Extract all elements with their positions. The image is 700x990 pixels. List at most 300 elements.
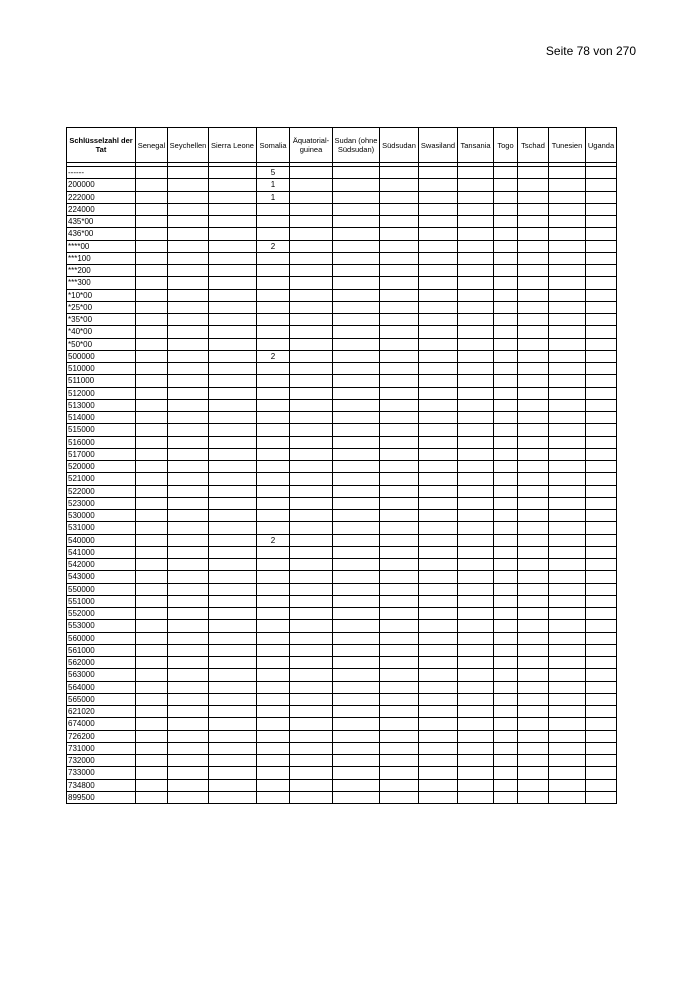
table-cell xyxy=(380,375,419,387)
table-cell xyxy=(494,718,518,730)
table-cell xyxy=(290,338,333,350)
table-cell xyxy=(290,216,333,228)
page-number: Seite 78 von 270 xyxy=(545,44,636,58)
table-cell xyxy=(168,608,209,620)
table-cell xyxy=(257,387,290,399)
table-cell xyxy=(419,730,458,742)
table-row xyxy=(67,693,617,705)
table-cell xyxy=(586,252,617,264)
table-cell xyxy=(458,706,494,718)
row-key-cell: 512000 xyxy=(67,387,136,399)
table-cell xyxy=(290,632,333,644)
table-cell xyxy=(209,289,257,301)
table-cell xyxy=(518,693,549,705)
table-cell xyxy=(419,620,458,632)
table-cell xyxy=(458,669,494,681)
table-cell xyxy=(380,620,419,632)
table-cell xyxy=(290,301,333,313)
table-cell xyxy=(419,644,458,656)
table-cell xyxy=(549,240,586,252)
table-cell xyxy=(518,681,549,693)
table-row xyxy=(67,791,617,803)
table-cell xyxy=(549,718,586,730)
table-cell xyxy=(458,571,494,583)
table-cell xyxy=(419,289,458,301)
table-cell xyxy=(549,203,586,215)
table-cell xyxy=(549,559,586,571)
table-cell xyxy=(290,203,333,215)
table-cell xyxy=(458,522,494,534)
table-cell xyxy=(209,240,257,252)
table-cell xyxy=(518,779,549,791)
table-cell xyxy=(518,546,549,558)
table-cell xyxy=(380,571,419,583)
table-cell xyxy=(333,289,380,301)
table-cell xyxy=(209,693,257,705)
table-cell xyxy=(333,412,380,424)
table-cell xyxy=(549,669,586,681)
table-cell xyxy=(380,314,419,326)
table-cell xyxy=(586,179,617,191)
column-header: Südsudan xyxy=(380,128,419,163)
table-cell xyxy=(209,632,257,644)
row-key-cell: 674000 xyxy=(67,718,136,730)
row-key-cell: ***300 xyxy=(67,277,136,289)
table-cell xyxy=(257,742,290,754)
table-cell xyxy=(333,240,380,252)
table-cell xyxy=(494,546,518,558)
table-cell xyxy=(136,412,168,424)
table-cell xyxy=(209,338,257,350)
table-cell xyxy=(586,583,617,595)
column-header: Tschad xyxy=(518,128,549,163)
table-cell xyxy=(380,583,419,595)
table-cell xyxy=(419,448,458,460)
column-header: Sierra Leone xyxy=(209,128,257,163)
table-cell xyxy=(494,730,518,742)
table-cell xyxy=(136,608,168,620)
table-cell xyxy=(518,203,549,215)
table-cell xyxy=(419,436,458,448)
table-cell xyxy=(458,436,494,448)
table-cell xyxy=(209,265,257,277)
table-cell xyxy=(494,767,518,779)
table-cell xyxy=(209,755,257,767)
table-cell xyxy=(586,363,617,375)
table-cell xyxy=(419,399,458,411)
table-cell xyxy=(518,534,549,546)
table-cell xyxy=(494,559,518,571)
table-cell xyxy=(290,608,333,620)
table-cell xyxy=(136,657,168,669)
table-cell xyxy=(518,497,549,509)
table-cell: 1 xyxy=(257,191,290,203)
table-cell xyxy=(518,436,549,448)
table-cell xyxy=(136,375,168,387)
table-cell xyxy=(380,424,419,436)
table-row xyxy=(67,706,617,718)
table-cell xyxy=(518,461,549,473)
table-cell xyxy=(518,595,549,607)
table-cell xyxy=(586,632,617,644)
table-cell xyxy=(290,522,333,534)
table-cell xyxy=(494,314,518,326)
table-cell xyxy=(333,669,380,681)
table-cell xyxy=(209,485,257,497)
table-cell xyxy=(586,424,617,436)
table-cell xyxy=(586,571,617,583)
table-cell xyxy=(168,412,209,424)
table-cell xyxy=(549,767,586,779)
table-cell xyxy=(494,436,518,448)
row-key-cell: *10*00 xyxy=(67,289,136,301)
table-cell xyxy=(419,179,458,191)
table-cell xyxy=(168,350,209,362)
table-cell xyxy=(168,179,209,191)
table-cell xyxy=(136,473,168,485)
table-cell xyxy=(494,669,518,681)
table-cell xyxy=(380,510,419,522)
table-cell xyxy=(290,755,333,767)
table-cell xyxy=(209,742,257,754)
table-cell xyxy=(549,534,586,546)
table-cell xyxy=(380,179,419,191)
table-cell xyxy=(494,338,518,350)
table-cell xyxy=(586,546,617,558)
row-key-cell: *25*00 xyxy=(67,301,136,313)
table-row xyxy=(67,669,617,681)
table-cell xyxy=(209,326,257,338)
table-cell xyxy=(168,620,209,632)
table-cell xyxy=(209,436,257,448)
table-cell xyxy=(380,265,419,277)
table-cell xyxy=(136,179,168,191)
table-cell xyxy=(494,167,518,179)
table-cell xyxy=(518,277,549,289)
table-cell xyxy=(333,718,380,730)
table-cell xyxy=(290,742,333,754)
table-cell xyxy=(494,681,518,693)
table-cell xyxy=(494,191,518,203)
table-row xyxy=(67,681,617,693)
table-cell xyxy=(333,546,380,558)
table-cell xyxy=(257,338,290,350)
table-cell xyxy=(518,338,549,350)
table-cell xyxy=(419,338,458,350)
table-row xyxy=(67,510,617,522)
table-cell xyxy=(380,399,419,411)
table-cell xyxy=(458,203,494,215)
table-cell xyxy=(458,448,494,460)
table-cell xyxy=(257,755,290,767)
row-key-cell: 552000 xyxy=(67,608,136,620)
table-cell xyxy=(419,191,458,203)
row-key-cell: 520000 xyxy=(67,461,136,473)
table-cell xyxy=(494,644,518,656)
table-cell xyxy=(380,436,419,448)
table-cell xyxy=(419,203,458,215)
table-cell xyxy=(136,167,168,179)
table-cell xyxy=(494,571,518,583)
table-cell xyxy=(257,265,290,277)
row-key-cell: 516000 xyxy=(67,436,136,448)
table-cell xyxy=(168,669,209,681)
row-key-cell: 540000 xyxy=(67,534,136,546)
table-cell xyxy=(290,779,333,791)
table-cell xyxy=(549,436,586,448)
table-cell xyxy=(518,485,549,497)
table-cell xyxy=(257,632,290,644)
table-cell xyxy=(168,167,209,179)
table-cell: 2 xyxy=(257,240,290,252)
table-cell xyxy=(168,314,209,326)
table-cell xyxy=(458,277,494,289)
table-cell xyxy=(549,693,586,705)
table-cell xyxy=(380,595,419,607)
table-cell xyxy=(257,436,290,448)
table-cell xyxy=(333,608,380,620)
table-cell xyxy=(380,522,419,534)
table-cell xyxy=(209,546,257,558)
table-cell xyxy=(168,473,209,485)
table-cell xyxy=(290,412,333,424)
table-cell xyxy=(257,546,290,558)
table-cell xyxy=(333,571,380,583)
table-cell xyxy=(136,583,168,595)
table-cell xyxy=(549,191,586,203)
table-cell xyxy=(458,583,494,595)
table-cell xyxy=(586,473,617,485)
table-cell xyxy=(209,203,257,215)
table-cell xyxy=(586,620,617,632)
table-cell xyxy=(419,473,458,485)
table-cell xyxy=(257,706,290,718)
row-key-cell: 500000 xyxy=(67,350,136,362)
table-cell xyxy=(419,595,458,607)
table-cell xyxy=(168,228,209,240)
table-cell xyxy=(333,534,380,546)
table-cell xyxy=(458,718,494,730)
row-key-cell: 542000 xyxy=(67,559,136,571)
table-cell xyxy=(333,252,380,264)
table-cell xyxy=(419,314,458,326)
table-row xyxy=(67,338,617,350)
table-cell xyxy=(380,289,419,301)
table-cell xyxy=(168,375,209,387)
table-cell xyxy=(586,228,617,240)
table-cell xyxy=(458,767,494,779)
table-cell xyxy=(586,448,617,460)
table-cell xyxy=(136,669,168,681)
table-cell xyxy=(333,730,380,742)
table-cell xyxy=(290,644,333,656)
table-cell xyxy=(333,644,380,656)
table-row xyxy=(67,387,617,399)
table-cell xyxy=(333,620,380,632)
table-cell xyxy=(290,265,333,277)
table-cell xyxy=(419,742,458,754)
table-cell xyxy=(209,363,257,375)
table-cell xyxy=(257,497,290,509)
table-cell xyxy=(136,791,168,803)
table-cell xyxy=(518,265,549,277)
table-cell xyxy=(257,657,290,669)
table-cell xyxy=(380,669,419,681)
table-cell xyxy=(333,277,380,289)
table-cell xyxy=(549,595,586,607)
table-row xyxy=(67,473,617,485)
table-cell xyxy=(586,240,617,252)
table-row xyxy=(67,240,617,252)
column-header: Togo xyxy=(494,128,518,163)
table-cell xyxy=(549,338,586,350)
row-key-cell: 551000 xyxy=(67,595,136,607)
table-cell xyxy=(494,632,518,644)
table-cell xyxy=(290,497,333,509)
table-cell xyxy=(380,742,419,754)
table-cell xyxy=(136,497,168,509)
table-cell xyxy=(168,203,209,215)
table-cell xyxy=(518,191,549,203)
column-header-key: Schlüsselzahl der Tat xyxy=(67,128,136,163)
table-cell xyxy=(168,559,209,571)
table-cell: 5 xyxy=(257,167,290,179)
table-cell xyxy=(518,179,549,191)
table-cell xyxy=(257,424,290,436)
table-cell xyxy=(257,289,290,301)
table-cell xyxy=(380,681,419,693)
table-cell xyxy=(257,693,290,705)
table-cell xyxy=(518,730,549,742)
table-cell xyxy=(458,657,494,669)
table-cell xyxy=(136,216,168,228)
table-cell xyxy=(419,277,458,289)
table-cell xyxy=(333,779,380,791)
table-cell xyxy=(136,448,168,460)
table-cell xyxy=(168,767,209,779)
table-cell xyxy=(257,681,290,693)
table-cell xyxy=(168,265,209,277)
table-cell xyxy=(494,387,518,399)
row-key-cell: 530000 xyxy=(67,510,136,522)
table-row xyxy=(67,534,617,546)
table-cell xyxy=(458,595,494,607)
table-cell xyxy=(494,497,518,509)
table-cell xyxy=(380,546,419,558)
table-cell xyxy=(290,669,333,681)
table-cell xyxy=(290,240,333,252)
table-cell xyxy=(549,326,586,338)
table-row xyxy=(67,657,617,669)
table-cell xyxy=(549,265,586,277)
row-key-cell: ***200 xyxy=(67,265,136,277)
table-cell xyxy=(168,522,209,534)
table-cell xyxy=(518,791,549,803)
table-cell xyxy=(380,448,419,460)
table-cell xyxy=(458,228,494,240)
row-key-cell: 565000 xyxy=(67,693,136,705)
table-cell xyxy=(586,755,617,767)
table-cell xyxy=(419,510,458,522)
table-cell xyxy=(333,510,380,522)
table-cell xyxy=(209,216,257,228)
table-row xyxy=(67,265,617,277)
table-cell xyxy=(380,730,419,742)
table-cell xyxy=(333,767,380,779)
table-cell xyxy=(419,632,458,644)
table-cell xyxy=(586,522,617,534)
table-cell xyxy=(518,314,549,326)
table-cell xyxy=(333,179,380,191)
table-cell xyxy=(168,510,209,522)
table-cell xyxy=(494,277,518,289)
table-cell xyxy=(549,375,586,387)
table-cell xyxy=(518,657,549,669)
table-cell xyxy=(458,387,494,399)
table-cell xyxy=(136,228,168,240)
table-cell xyxy=(518,632,549,644)
table-cell xyxy=(494,485,518,497)
table-cell xyxy=(458,399,494,411)
table-cell xyxy=(586,510,617,522)
table-cell xyxy=(549,399,586,411)
table-cell xyxy=(494,779,518,791)
table-cell xyxy=(290,277,333,289)
table-cell xyxy=(168,277,209,289)
table-cell xyxy=(380,203,419,215)
table-cell: 2 xyxy=(257,350,290,362)
table-cell xyxy=(136,632,168,644)
table-cell xyxy=(136,203,168,215)
table-cell xyxy=(494,375,518,387)
table-cell xyxy=(168,571,209,583)
table-cell xyxy=(257,608,290,620)
table-cell xyxy=(586,779,617,791)
table-cell xyxy=(458,363,494,375)
table-cell xyxy=(290,485,333,497)
table-cell xyxy=(168,718,209,730)
row-key-cell: 560000 xyxy=(67,632,136,644)
table-cell xyxy=(380,301,419,313)
table-cell xyxy=(494,583,518,595)
table-cell xyxy=(290,252,333,264)
row-key-cell: 517000 xyxy=(67,448,136,460)
row-key-cell: 200000 xyxy=(67,179,136,191)
table-cell xyxy=(419,779,458,791)
row-key-cell: 562000 xyxy=(67,657,136,669)
table-cell xyxy=(168,706,209,718)
table-cell xyxy=(419,706,458,718)
table-cell xyxy=(333,436,380,448)
table-cell xyxy=(168,240,209,252)
table-cell xyxy=(586,644,617,656)
table-cell xyxy=(136,718,168,730)
table-cell xyxy=(333,350,380,362)
table-cell xyxy=(136,191,168,203)
table-cell xyxy=(290,510,333,522)
table-cell xyxy=(257,473,290,485)
table-cell xyxy=(549,412,586,424)
table-cell xyxy=(209,681,257,693)
table-cell xyxy=(209,167,257,179)
table-cell xyxy=(419,240,458,252)
table-row xyxy=(67,363,617,375)
table-cell xyxy=(333,363,380,375)
table-cell xyxy=(333,265,380,277)
table-cell xyxy=(586,277,617,289)
table-cell xyxy=(257,252,290,264)
row-key-cell: ------ xyxy=(67,167,136,179)
